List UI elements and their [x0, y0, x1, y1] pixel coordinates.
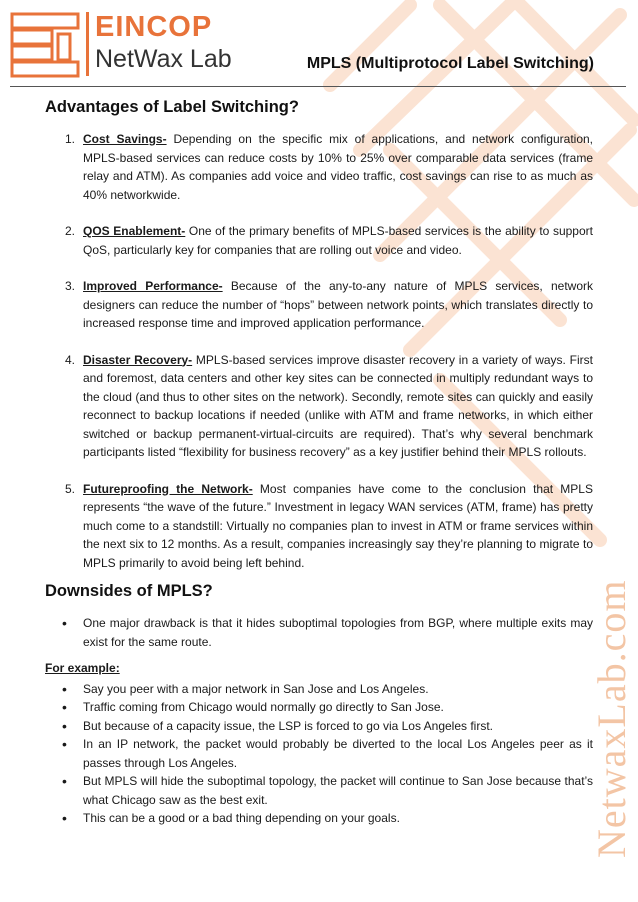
item-text: Say you peer with a major network in San Jose and Los Angeles.: [83, 681, 429, 696]
page-header: [0, 0, 638, 90]
bullet-icon: •: [62, 773, 67, 789]
header-divider: [10, 86, 626, 87]
list-item: [45, 735, 593, 772]
bullet-icon: •: [62, 810, 67, 826]
list-item: [45, 809, 593, 828]
downsides-list: [45, 614, 593, 651]
brand-name: EINCOP: [95, 11, 213, 43]
eincop-logo-icon: [10, 12, 88, 78]
list-item: [45, 698, 593, 717]
list-number: 1.: [65, 132, 76, 146]
list-item: [45, 680, 593, 699]
item-text: Because of the any-to-any nature of MPLS services, network designers can reduce the number of “hops” between network points, which translates directly to increased response time and improved application performance.: [83, 279, 593, 330]
list-item: [45, 717, 593, 736]
item-keyword: QOS Enablement-: [83, 224, 186, 238]
bullet-icon: •: [62, 699, 67, 715]
list-item: [45, 222, 593, 259]
list-number: 3.: [65, 279, 76, 293]
section-heading-downsides: Downsides of MPLS?: [45, 582, 213, 600]
item-text: This can be a good or a bad thing depending on your goals.: [83, 811, 400, 825]
item-keyword: Futureproofing the Network-: [83, 481, 253, 496]
item-text: But MPLS will hide the suboptimal topology, the packet will continue to San Jose because that’s what Chicago saw as the best exit.: [83, 774, 593, 807]
bullet-icon: •: [62, 736, 67, 752]
list-item: [45, 614, 593, 651]
list-item: [45, 351, 593, 462]
advantages-list: [45, 130, 593, 572]
list-item: [45, 277, 593, 333]
side-watermark: NetwaxLab.com: [589, 579, 634, 858]
item-keyword: Disaster Recovery-: [83, 352, 193, 367]
document-body: [45, 96, 593, 828]
bullet-icon: •: [62, 717, 67, 734]
item-text: Most companies have come to the conclusion that MPLS represents “the wave of the future.” Investment in legacy WAN services (ATM, frame) has pretty much come to a standstill: Virtually no companies plan to invest in ATM or frame services within the next six to 12 months. As a result, companies increasingly say they’re planning to migrate to MPLS primarily to avoid being left behind.: [83, 481, 593, 570]
list-item: [45, 480, 593, 573]
item-text: One of the primary benefits of MPLS-based services is the ability to support QoS, particularly key for companies that are rolling out voice and video.: [83, 224, 593, 257]
item-keyword: Improved Performance-: [83, 279, 223, 293]
list-number: 2.: [65, 224, 76, 238]
item-text: MPLS-based services improve disaster recovery in a variety of ways. First and foremost, data centers and other key sites can be connected in multiply redundant ways to the cloud (and thus to other sites on the network). Secondly, remote sites can quickly and easily reconnect to backup locations if needed (unlike with ATM and frame networks, in which either switched or backup permanent-virtual-circuits are required). That’s why several benchmark participants listed “flexibility for business recovery” as a key justifier behind their MPLS rollouts.: [83, 352, 593, 459]
item-keyword: Cost Savings-: [83, 132, 167, 146]
section-heading-advantages: Advantages of Label Switching?: [45, 98, 299, 116]
bullet-icon: •: [62, 615, 67, 631]
list-item: [45, 130, 593, 204]
list-number: 4.: [65, 352, 76, 367]
document-title: MPLS (Multiprotocol Label Switching): [306, 55, 594, 72]
bullet-icon: •: [62, 680, 67, 697]
examples-list: [45, 680, 593, 828]
list-number: 5.: [65, 481, 76, 496]
item-text: But because of a capacity issue, the LSP is forced to go via Los Angeles first.: [83, 718, 494, 733]
example-label: For example:: [45, 661, 120, 675]
item-text: In an IP network, the packet would probably be diverted to the local Los Angeles peer as it passes through Los Angeles.: [83, 737, 593, 770]
item-text: Depending on the specific mix of applications, and network configuration, MPLS-based services can reduce costs by 10% to 25% over comparable data services (frame relay and ATM). As companies add voice and video traffic, cost savings can rise to as much as 40% networkwide.: [83, 132, 594, 202]
item-text: Traffic coming from Chicago would normally go directly to San Jose.: [83, 700, 444, 714]
brand-subname: NetWax Lab: [95, 45, 232, 73]
logo-divider: [86, 12, 89, 76]
list-item: [45, 772, 593, 809]
item-text: One major drawback is that it hides suboptimal topologies from BGP, where multiple exits may exist for the same route.: [83, 616, 593, 649]
